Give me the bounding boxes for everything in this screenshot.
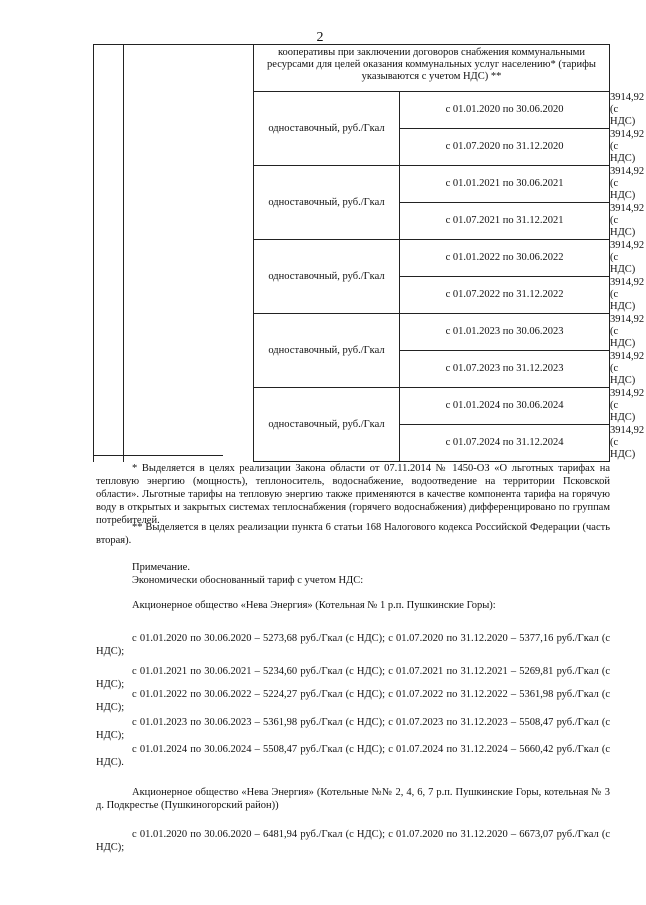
period-cell: с 01.01.2024 по 30.06.2024	[400, 388, 610, 425]
period-cell: с 01.01.2022 по 30.06.2022	[400, 240, 610, 277]
footnote-1	[96, 462, 610, 527]
period-cell: с 01.07.2023 по 31.12.2023	[400, 351, 610, 388]
period-cell: с 01.07.2022 по 31.12.2022	[400, 277, 610, 314]
note-heading: Примечание.	[132, 562, 190, 573]
table-header-row	[94, 45, 610, 92]
table-row: с 01.07.2020 по 31.12.2020 3914,92 (с НДС)	[94, 129, 610, 166]
page-number: 2	[316, 30, 324, 45]
rate-line: с 01.01.2020 по 30.06.2020 – 5273,68 руб./Гкал (с НДС); с 01.07.2020 по 31.12.2020 – 5377,16 руб./Гкал (с НДС);	[96, 633, 610, 657]
tariff-table	[93, 44, 645, 462]
table-row: одноставочный, руб./Гкал с 01.01.2020 по 30.06.2020 3914,92 (с НДС)	[94, 92, 610, 129]
period-cell: с 01.01.2020 по 30.06.2020	[400, 92, 610, 129]
footnote-1-text: * Выделяется в целях реализации Закона области от 07.11.2014 № 1450-ОЗ «О льготных тарифах на тепловую энергию (мощность), теплоноситель, водоснабжение, водоотведение на территории Псковской области». Льготные тарифы на тепловую энергию также применяются в качестве компонента тарифа на горячую воду в открытых и закрытых системах теплоснабжения (горячего водоснабжения) дифференцировано по группам потребителей.	[96, 463, 610, 526]
period-cell: с 01.01.2021 по 30.06.2021	[400, 166, 610, 203]
rate-line: с 01.01.2021 по 30.06.2021 – 5234,60 руб./Гкал (с НДС); с 01.07.2021 по 31.12.2021 – 5269,81 руб./Гкал (с НДС);	[96, 666, 610, 690]
table-header-cell: кооперативы при заключении договоров снабжения коммунальными ресурсами для целей оказания коммунальных услуг населению* (тарифы указываются с учетом НДС) **	[254, 45, 610, 92]
period-cell: с 01.07.2021 по 31.12.2021	[400, 203, 610, 240]
table-row: одноставочный, руб./Гкал с 01.01.2023 по 30.06.2023 3914,92 (с НДС)	[94, 314, 610, 351]
rate-type-cell: одноставочный, руб./Гкал	[254, 314, 400, 388]
blank-column-2	[124, 45, 254, 462]
rate-line: с 01.01.2024 по 30.06.2024 – 5508,47 руб./Гкал (с НДС); с 01.07.2024 по 31.12.2024 – 5660,42 руб./Гкал (с НДС).	[96, 744, 610, 768]
rate-line: с 01.01.2023 по 30.06.2023 – 5361,98 руб./Гкал (с НДС); с 01.07.2023 по 31.12.2023 – 5508,47 руб./Гкал (с НДС);	[96, 717, 610, 741]
table-row: одноставочный, руб./Гкал с 01.01.2024 по 30.06.2024 3914,92 (с НДС)	[94, 388, 610, 425]
company-2-title: Акционерное общество «Нева Энергия» (Котельные №№ 2, 4, 6, 7 р.п. Пушкинские Горы, котельная № 3 д. Подкрестье (Пушкиногорский район))	[96, 787, 610, 811]
period-cell: с 01.07.2024 по 31.12.2024	[400, 425, 610, 462]
rate-line: с 01.01.2022 по 30.06.2022 – 5224,27 руб./Гкал (с НДС); с 01.07.2022 по 31.12.2022 – 5361,98 руб./Гкал (с НДС);	[96, 689, 610, 713]
footnote-divider	[93, 455, 223, 456]
rate-type-cell: одноставочный, руб./Гкал	[254, 92, 400, 166]
table-row: одноставочный, руб./Гкал с 01.01.2022 по 30.06.2022 3914,92 (с НДС)	[94, 240, 610, 277]
rate-type-cell: одноставочный, руб./Гкал	[254, 166, 400, 240]
table-row: одноставочный, руб./Гкал с 01.01.2021 по 30.06.2021 3914,92 (с НДС)	[94, 166, 610, 203]
rate-line: с 01.01.2020 по 30.06.2020 – 6481,94 руб./Гкал (с НДС); с 01.07.2020 по 31.12.2020 – 6673,07 руб./Гкал (с НДС);	[96, 829, 610, 853]
footnote-2-text: ** Выделяется в целях реализации пункта 6 статьи 168 Налогового кодекса Российской Федерации (часть вторая).	[96, 522, 610, 546]
rate-type-cell: одноставочный, руб./Гкал	[254, 388, 400, 462]
table-row: с 01.07.2024 по 31.12.2024 3914,92 (с НДС)	[94, 425, 610, 462]
blank-column-1	[94, 45, 124, 462]
footnote-2	[96, 521, 610, 547]
company-1-title: Акционерное общество «Нева Энергия» (Котельная № 1 р.п. Пушкинские Горы):	[132, 600, 496, 611]
table-row: с 01.07.2021 по 31.12.2021 3914,92 (с НДС)	[94, 203, 610, 240]
rate-type-cell: одноставочный, руб./Гкал	[254, 240, 400, 314]
table-row: с 01.07.2022 по 31.12.2022 3914,92 (с НДС)	[94, 277, 610, 314]
period-cell: с 01.07.2020 по 31.12.2020	[400, 129, 610, 166]
table-row: с 01.07.2023 по 31.12.2023 3914,92 (с НДС)	[94, 351, 610, 388]
note-subheading: Экономически обоснованный тариф с учетом НДС:	[132, 575, 364, 586]
period-cell: с 01.01.2023 по 30.06.2023	[400, 314, 610, 351]
